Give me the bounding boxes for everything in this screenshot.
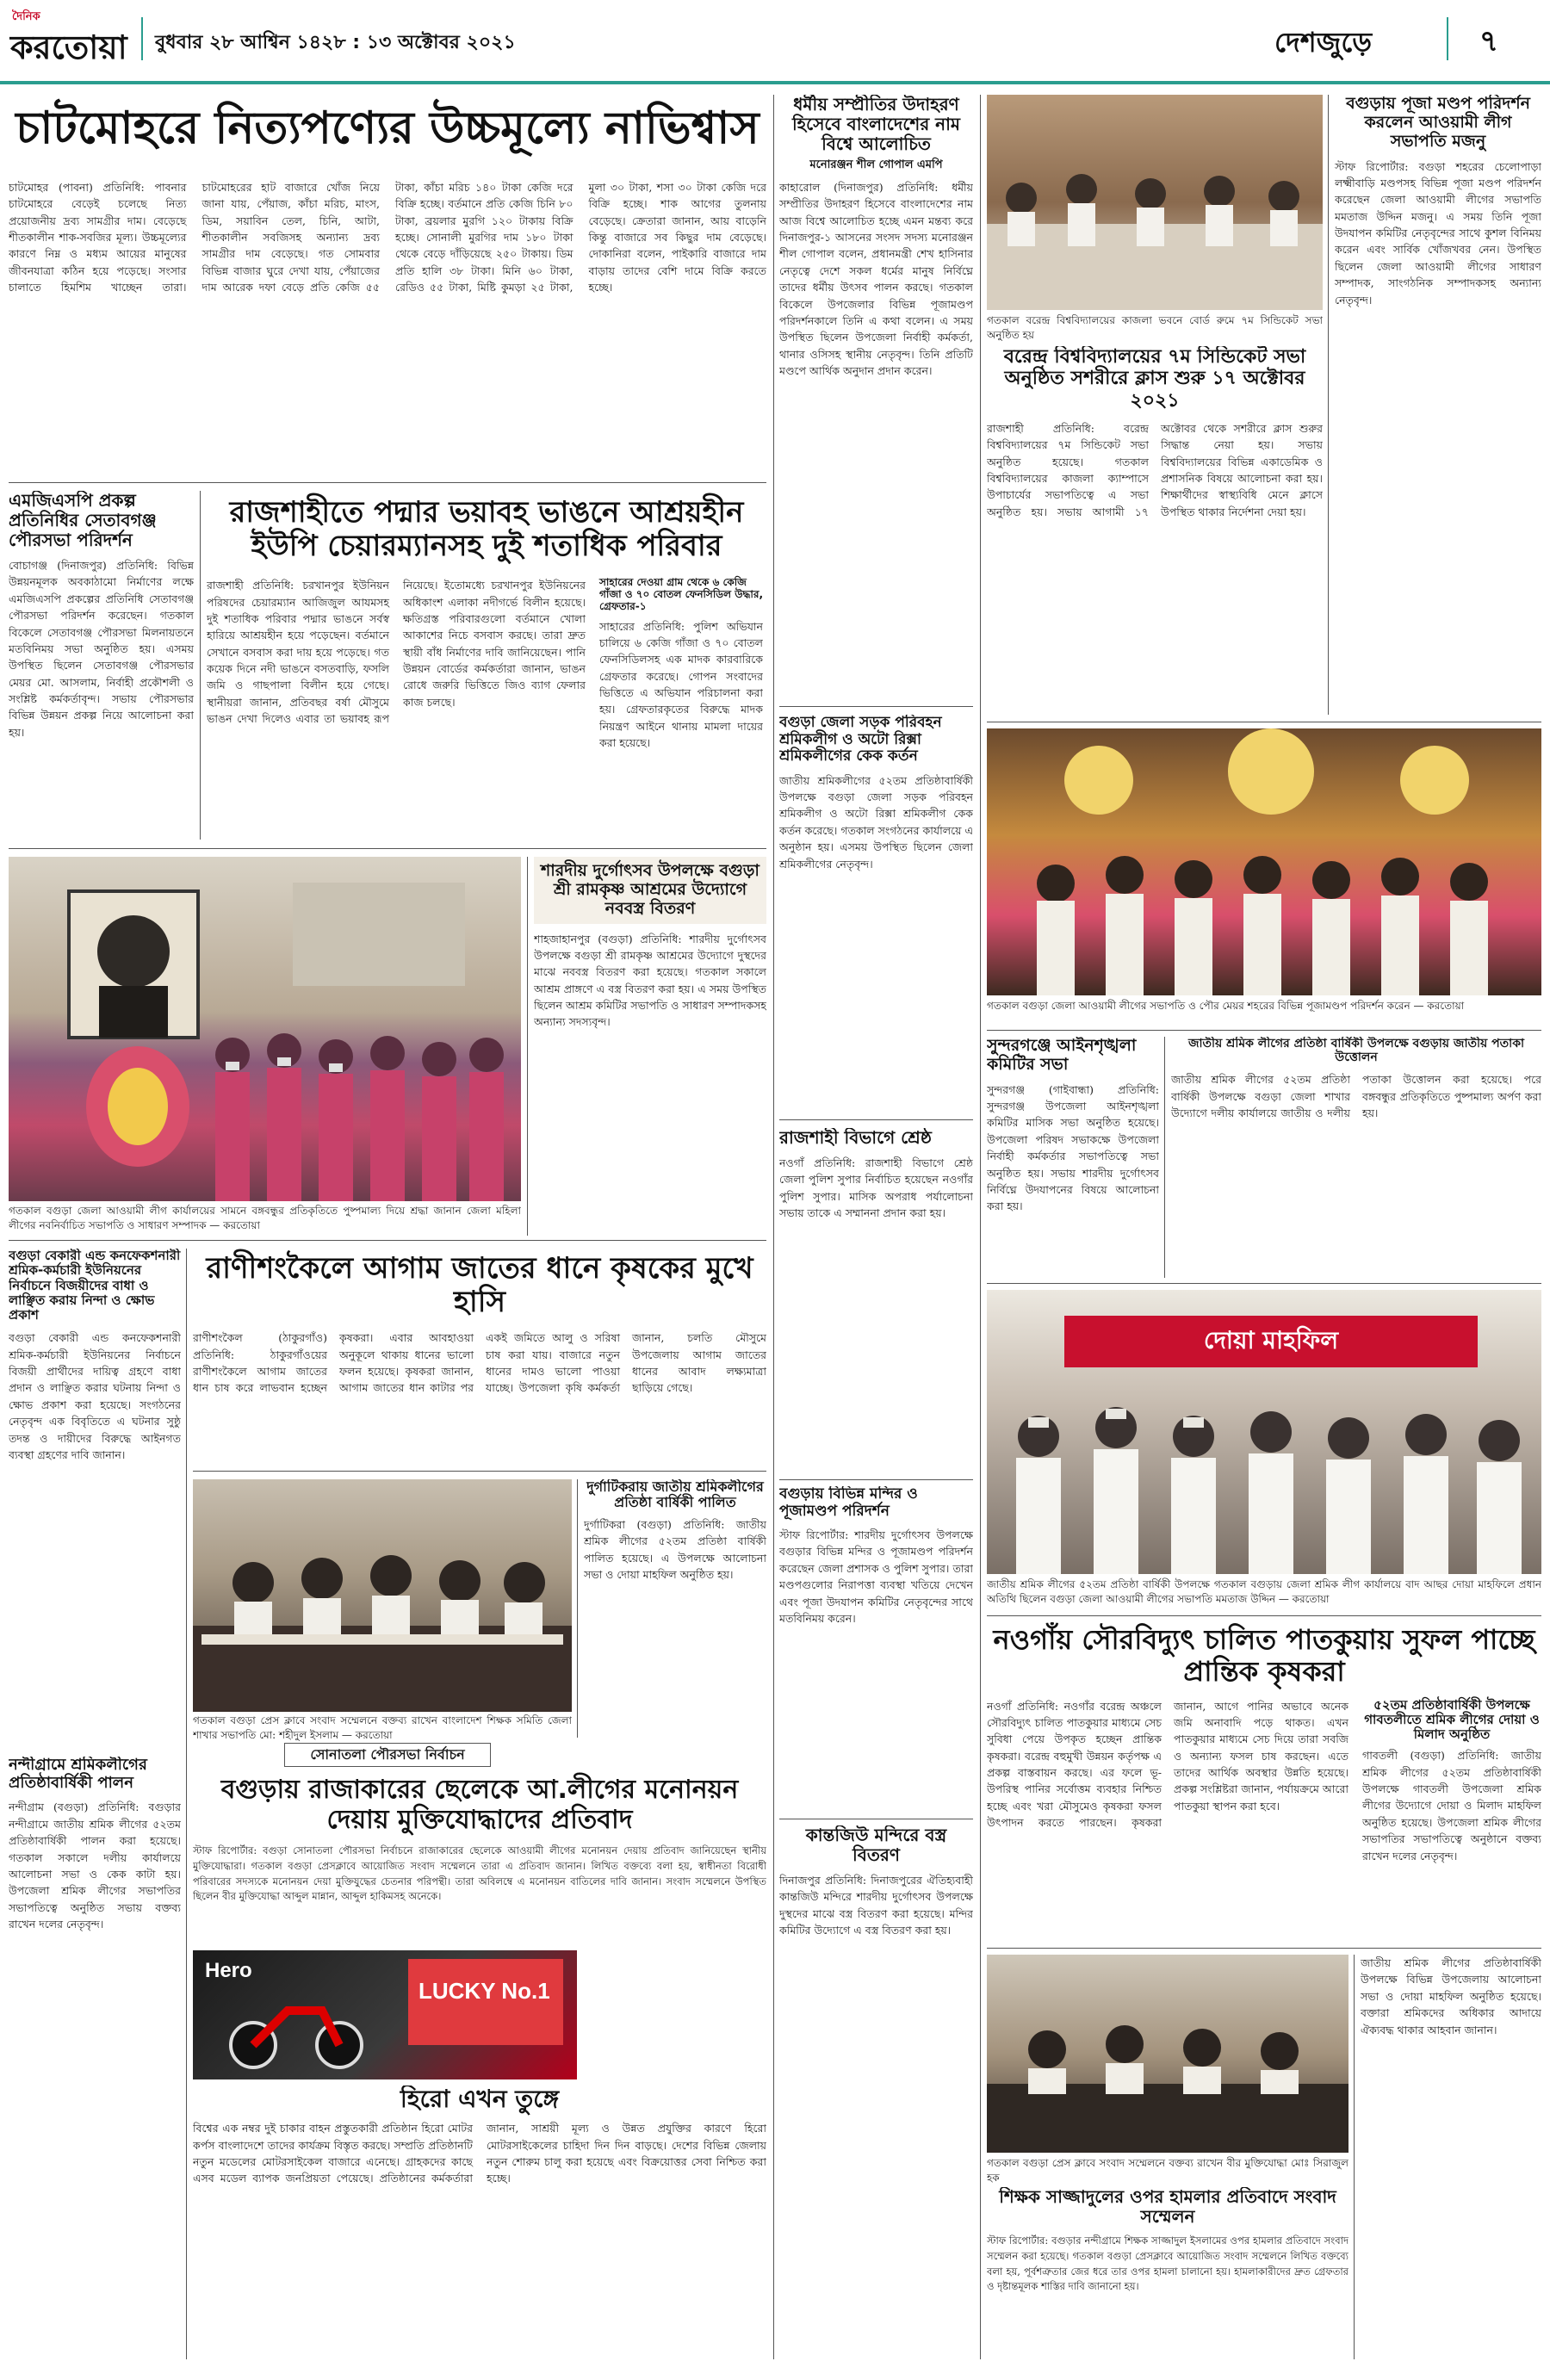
photo-illustration: [987, 728, 1541, 995]
article-body: রাজশাহী প্রতিনিধি: বরেন্দ্র বিশ্ববিদ্যালয়ের ৭ম সিন্ডিকেট সভা অনুষ্ঠিত হয়েছে। গতকাল বিশ্ববিদ্যালয়ের কাজলা ক্যাম্পাসে উপাচার্যের সভাপতিত্বে এ সভা অনুষ্ঠিত হয়। সভায় আগামী ১৭ অক্টোবর থেকে সশরীরে ক্লাস শুরুর সিদ্ধান্ত নেয়া হয়। সভায় বিশ্ববিদ্যালয়ের বিভিন্ন একাডেমিক ও প্রশাসনিক বিষয়ে আলোচনা করা হয়। শিক্ষার্থীদের স্বাস্থ্যবিধি মেনে ক্লাসে উপস্থিত থাকার নির্দেশনা দেয়া হয়।: [987, 421, 1323, 518]
article-body: জাতীয় শ্রমিকলীগের ৫২তম প্রতিষ্ঠাবার্ষিকী উপলক্ষে বগুড়া জেলা সড়ক পরিবহন শ্রমিকলীগ ও অটো রিক্সা শ্রমিকলীগ কেক কর্তন করেছে। গতকাল সংগঠনের কার্যালয়ে এ অনুষ্ঠান হয়। এসময় উপস্থিত ছিলেন জেলা শ্রমিকলীগের নেতৃবৃন্দ।: [779, 773, 973, 871]
article-body: সুন্দরগঞ্জ (গাইবান্ধা) প্রতিনিধি: সুন্দরগঞ্জ উপজেলা আইনশৃঙ্খলা কমিটির মাসিক সভা অনুষ্ঠিত হয়েছে। উপজেলা পরিষদ সভাকক্ষে উপজেলা নির্বাহী কর্মকর্তার সভাপতিত্বে সভা অনুষ্ঠিত হয়। সভায় শারদীয় দুর্গোৎসব নির্বিঘ্নে উদযাপনের বিষয়ে আলোচনা করা হয়।: [987, 1082, 1159, 1213]
article-body: রাণীশংকৈল (ঠাকুরগাঁও) প্রতিনিধি: ঠাকুরগাঁওয়ের রাণীশংকৈলে আগাম জাতের ধান চাষ করে লাভবান হচ্ছেন কৃষকরা। এবার আবহাওয়া অনুকূলে থাকায় ধানের ভালো ফলন হয়েছে। কৃষকরা জানান, আগাম জাতের ধান কাটার পর একই জমিতে আলু ও সরিষা চাষ করা যায়। বাজারে নতুন ধানের দামও ভালো পাওয়া যাচ্ছে। উপজেলা কৃষি কর্মকর্তা জানান, চলতি মৌসুমে উপজেলায় আগাম জাতের ধানের আবাদ লক্ষ্যমাত্রা ছাড়িয়ে গেছে।: [193, 1331, 766, 1395]
logo-small-text: দৈনিক: [12, 10, 40, 23]
story-durgatikra: [584, 1479, 766, 1738]
subheadline: ৫২তম প্রতিষ্ঠাবার্ষিকী উপলক্ষে গাবতলীতে শ্রমিক লীগের দোয়া ও মিলাদ অনুষ্ঠিত: [1364, 1696, 1540, 1743]
article-body: বিশ্বের এক নম্বর দুই চাকার বাহন প্রস্তুতকারী প্রতিষ্ঠান হিরো মোটর কর্পস বাংলাদেশে তাদের কার্যক্রম বিস্তৃত করছে। সম্প্রতি প্রতিষ্ঠানটি নতুন মডেলের মোটরসাইকেল বাজারে এনেছে। গ্রাহকদের কাছে এসব মডেল ব্যাপক জনপ্রিয়তা পেয়েছে। প্রতিষ্ঠানের কর্মকর্তারা জানান, সাশ্রয়ী মূল্য ও উন্নত প্রযুক্তির কারণে হিরো মোটরসাইকেলের চাহিদা দিন দিন বাড়ছে। দেশের বিভিন্ন জেলায় নতুন শোরুম চালু করা হয়েছে এবং বিক্রয়োত্তর সেবা নিশ্চিত করা হচ্ছে।: [193, 2122, 766, 2185]
article-body: রাজশাহী প্রতিনিধি: চরখানপুর ইউনিয়ন পরিষদের চেয়ারম্যান আজিজুল আযমসহ দুই শতাধিক পরিবার পদ্মার ভাঙনে সর্বস্ব হারিয়ে আশ্রয়হীন হয়ে পড়েছেন। বর্তমানে সেখানে বসবাস করা দায় হয়ে পড়েছে। গত কয়েক দিনে নদী ভাঙনে বসতবাড়ি, ফসলি জমি ও গাছপালা বিলীন হয়ে গেছে। স্থানীয়রা জানান, প্রতিবছর বর্ষা মৌসুমে ভাঙন দেখা দিলেও এবার তা ভয়াবহ রূপ নিয়েছে। ইতোমধ্যে চরখানপুর ইউনিয়নের অধিকাংশ এলাকা নদীগর্ভে বিলীন হয়েছে। ক্ষতিগ্রস্ত পরিবারগুলো বর্তমানে খোলা আকাশের নিচে বসবাস করছে। তারা দ্রুত স্থায়ী বাঁধ নির্মাণের দাবি জানিয়েছেন। পানি উন্নয়ন বোর্ডের কর্মকর্তারা জানান, ভাঙন রোধে জরুরি ভিত্তিতে জিও ব্যাগ ফেলার কাজ চলছে।: [207, 579, 586, 726]
story-barendra-university: [987, 346, 1323, 716]
masthead: [0, 0, 1550, 86]
article-body: বগুড়া বেকারী এন্ড কনফেকশনারী শ্রমিক-কর্মচারী ইউনিয়নের নির্বাচনে বিজয়ী প্রার্থীদের দায়িত্ব গ্রহণে বাধা প্রদান ও লাঞ্ছিত করার ঘটনায় নিন্দা ও ক্ষোভ প্রকাশ করা হয়েছে। সংগঠনের নেতৃবৃন্দ এক বিবৃতিতে এ ঘটনার সুষ্ঠু তদন্ত ও দায়ীদের বিরুদ্ধে আইনগত ব্যবস্থা গ্রহণের দাবি জানান।: [9, 1331, 181, 1461]
article-body: নওগাঁ প্রতিনিধি: নওগাঁর বরেন্দ্র অঞ্চলে সৌরবিদ্যুৎ চালিত পাতকুয়ার মাধ্যমে সেচ সুবিধা পেয়ে উপকৃত হচ্ছেন প্রান্তিক কৃষকরা। বরেন্দ্র বহুমুখী উন্নয়ন কর্তৃপক্ষ এ প্রকল্প বাস্তবায়ন করছে। এর ফলে ভূ-উপরিস্থ পানির সর্বোত্তম ব্যবহার নিশ্চিত হচ্ছে এবং খরা মৌসুমেও কৃষকরা ফসল উৎপাদন করতে পারছেন। কৃষকরা জানান, আগে পানির অভাবে অনেক জমি অনাবাদি পড়ে থাকত। এখন পাতকুয়ার মাধ্যমে সেচ দিয়ে তারা সবজি ও অন্যান্য ফসল চাষ করছেন। এতে তাদের আর্থিক অবস্থার উন্নতি হয়েছে। প্রকল্প সংশ্লিষ্টরা জানান, পর্যায়ক্রমে আরো পাতকুয়া স্থাপন করা হবে।: [987, 1699, 1348, 1830]
article-body: দুর্গাটিকরা (বগুড়া) প্রতিনিধি: জাতীয় শ্রমিক লীগের ৫২তম প্রতিষ্ঠা বার্ষিকী পালিত হয়েছে। এ উপলক্ষে আলোচনা সভা ও দোয়া মাহফিল অনুষ্ঠিত হয়।: [584, 1517, 766, 1581]
divider: [200, 491, 201, 840]
divider: [186, 1249, 187, 2359]
article-body: শাহজাহানপুর (বগুড়া) প্রতিনিধি: শারদীয় দুর্গোৎসব উপলক্ষে বগুড়া শ্রী রামকৃষ্ণ আশ্রমের উদ্যোগে দুস্থদের মাঝে নববস্ত্র বিতরণ করা হয়েছে। গতকাল সকালে আশ্রম প্রাঙ্গণে এ বস্ত্র বিতরণ করা হয়। এ সময় উপস্থিত ছিলেন আশ্রম কমিটির সভাপতি ও সাধারণ সম্পাদকসহ অন্যান্য সদস্যবৃন্দ।: [534, 932, 766, 1029]
article-body: জাতীয় শ্রমিক লীগের প্রতিষ্ঠাবার্ষিকী উপলক্ষে বিভিন্ন উপজেলায় আলোচনা সভা ও দোয়া মাহফিল অনুষ্ঠিত হয়েছে। বক্তারা শ্রমিকদের অধিকার আদায়ে ঐক্যবদ্ধ থাকার আহবান জানান।: [1361, 1956, 1541, 2036]
story-rajshahi-best: [779, 1128, 973, 1472]
story-kantajew: [779, 1825, 973, 2359]
subheadline: মনোরঞ্জন শীল গোপাল এমপি: [809, 158, 943, 171]
news-photo-syndicate-meeting: [987, 95, 1323, 310]
divider: [193, 1471, 766, 1472]
masthead-divider-right: [1447, 17, 1448, 60]
article-body: চাটমোহর (পাবনা) প্রতিনিধি: পাবনার চাটমোহরে বেড়েই চলেছে নিত্য প্রয়োজনীয় দ্রব্য সামগ্রীর দাম। বেড়েছে শীতকালীন শাক-সবজির মূল্য। উচ্চমূল্যের কারণে নিম্ন ও মধ্যম আয়ের মানুষের জীবনযাত্রা কঠিন হয়ে পড়েছে। সংসার চালাতে হিমশিম খাচ্ছেন তারা। চাটমোহরের হাট বাজারে খোঁজ নিয়ে জানা যায়, পেঁয়াজ, কাঁচা মরিচ, মাংস, ডিম, সয়াবিন তেল, চিনি, আটা, শীতকালীন সবজিসহ অন্যান্য দ্রব্য সামগ্রীর দাম বেড়েছে। গত সোমবার বিভিন্ন বাজার ঘুরে দেখা যায়, পেঁয়াজের দাম আরেক দফা বেড়ে প্রতি কেজি ৫৫ টাকা, কাঁচা মরিচ ১৪০ টাকা কেজি দরে বিক্রি হচ্ছে। বর্তমানে প্রতি কেজি চিনি ৮০ টাকা, ব্রয়লার মুরগি ১২০ টাকায় বিক্রি হচ্ছে। সোনালী মুরগির দাম ১৮০ টাকা থেকে বেড়ে দাঁড়িয়েছে ২৫০ টাকায়। ডিম প্রতি হালি ৩৮ টাকা। মিনি ৬০ টাকা, রেডিও ৫৫ টাকা, মিষ্টি কুমড়া ২৫ টাকা, মুলা ৩০ টাকা, শসা ৩০ টাকা কেজি দরে বিক্রি হচ্ছে। শাক আগের তুলনায় বেড়েছে। ক্রেতারা জানান, আয় বাড়েনি কিন্তু বাজারে সব কিছুর দাম বেড়েছে। দোকানিরা বলেন, পাইকারি বাজারে দাম বাড়ায় তাদের বেশি দামে বিক্রি করতে হচ্ছে।: [9, 180, 766, 294]
article-body: স্টাফ রিপোর্টার: শারদীয় দুর্গোৎসব উপলক্ষে বগুড়ার বিভিন্ন মন্দির ও পূজামণ্ডপ পরিদর্শন করেছেন জেলা প্রশাসক ও পুলিশ সুপার। তারা মণ্ডপগুলোর নিরাপত্তা ব্যবস্থা খতিয়ে দেখেন এবং পূজা উদযাপন কমিটির নেতৃবৃন্দের সাথে মতবিনিময় করেন।: [779, 1528, 973, 1625]
page-number: ৭: [1479, 24, 1499, 59]
divider: [773, 95, 774, 2359]
event-banner: [1064, 1316, 1478, 1367]
story-puja-visit-majnu: [1335, 95, 1541, 715]
article-body: কাহারোল (দিনাজপুর) প্রতিনিধি: ধর্মীয় সম্প্রীতির উদাহরণ হিসেবে বাংলাদেশের নাম আজ বিশ্বে আলোচিত হচ্ছে এমন মন্তব্য করে দিনাজপুর-১ আসনের সংসদ সদস্য মনোরঞ্জন শীল গোপাল বলেন, প্রধানমন্ত্রী শেখ হাসিনার নেতৃত্বে দেশে সকল ধর্মের মানুষ নির্বিঘ্নে তাদের ধর্মীয় উৎসব পালন করছে। গতকাল বিকেলে উপজেলার বিভিন্ন পূজামণ্ডপ পরিদর্শনকালে তিনি এ কথা বলেন। এ সময় উপস্থিত ছিলেন উপজেলা নির্বাহী কর্মকর্তা, থানার ওসিসহ স্থানীয় নেতৃবৃন্দ। তিনি প্রতিটি মণ্ডপে আর্থিক অনুদান প্রদান করেন।: [779, 180, 973, 378]
headline: শিক্ষক সাজ্জাদুলের ওপর হামলার প্রতিবাদে সংবাদ সম্মেলন: [999, 2187, 1336, 2227]
story-transport-league: [779, 715, 973, 1111]
headline: নন্দীগ্রামে শ্রমিকলীগের প্রতিষ্ঠাবার্ষিকী পালন: [9, 1757, 147, 1792]
divider: [779, 1119, 973, 1120]
article-body: বোচাগঞ্জ (দিনাজপুর) প্রতিনিধি: বিভিন্ন উন্নয়নমূলক অবকাঠামো নির্মাণের লক্ষে এমজিএসপি প্রকল্পের প্রতিনিধি সেতাবগঞ্জ পৌরসভা পরিদর্শন করেছেন। গতকাল বিকেলে সেতাবগঞ্জ পৌরসভা মিলনায়তনে মতবিনিময় সভা অনুষ্ঠিত হয়। এসময় উপস্থিত ছিলেন সেতাবগঞ্জ পৌরসভার মেয়র মো. আসলাম, নির্বাহী প্রকৌশলী ও সংশ্লিষ্ট কর্মকর্তাবৃন্দ। সভায় পৌরসভার বিভিন্ন উন্নয়ন প্রকল্প নিয়ে আলোচনা করা হয়।: [9, 559, 194, 739]
news-photo-press-conference: [193, 1479, 572, 1712]
article-body: স্টাফ রিপোর্টার: বগুড়া সোনাতলা পৌরসভা নির্বাচনে রাজাকারের ছেলেকে আওয়ামী লীগের মনোনয়ন দেয়ায় প্রতিবাদ জানিয়েছেন স্থানীয় মুক্তিযোদ্ধারা। গতকাল বগুড়া প্রেসক্লাবে আয়োজিত সংবাদ সম্মেলনে তারা এ প্রতিবাদ জানান। লিখিত বক্তব্যে বলা হয়, স্বাধীনতা বিরোধী পরিবারের সদস্যকে মনোনয়ন দেয়া মুক্তিযুদ্ধের চেতনার পরিপন্থী। তারা অবিলম্বে এ মনোনয়ন বাতিলের দাবি জানান। সংবাদ সম্মেলনে উপস্থিত ছিলেন বীর মুক্তিযোদ্ধা আব্দুল মান্নান, আব্দুল হাকিমসহ অনেকে।: [193, 1844, 766, 1903]
story-naogaon-solar: [987, 1622, 1541, 1941]
news-photo-hero-motorcycle: [193, 1950, 577, 2079]
headline: নওগাঁয় সৌরবিদ্যুৎ চালিত পাতকুয়ায় সুফল পাচ্ছে প্রান্তিক কৃষকরা: [993, 1623, 1535, 1688]
story-flag-hoisting: [1171, 1037, 1541, 1278]
story-sonatala-tag: [284, 1743, 491, 1767]
divider: [9, 482, 766, 483]
article-body: স্টাফ রিপোর্টার: বগুড়া শহরের চেলোপাড়া লক্ষ্মীবাড়ি মণ্ডপসহ বিভিন্ন পূজা মণ্ডপ পরিদর্শন করেছেন জেলা আওয়ামী লীগের সভাপতি মমতাজ উদ্দিন মজনু। এ সময় তিনি পূজা উদযাপন কমিটির নেতৃবৃন্দের সাথে কুশল বিনিময় করেন এবং সার্বিক খোঁজখবর নেন। উপস্থিত ছিলেন জেলা আওয়ামী লীগের সাধারণ সম্পাদক, সাংগঠনিক সম্পাদকসহ অন্যান্য নেতৃবৃন্দ।: [1335, 159, 1541, 307]
section-name: দেশজুড়ে: [1274, 26, 1373, 59]
news-photo-doa-mahfil: [987, 1290, 1541, 1574]
headline: রাজশাহী বিভাগে শ্রেষ্ঠ: [779, 1128, 932, 1148]
story-sonatala-nomination: [193, 1772, 766, 1944]
photo-caption: জাতীয় শ্রমিক লীগের ৫২তম প্রতিষ্ঠা বার্ষিকী উপলক্ষে গতকাল বগুড়ায় জেলা শ্রমিক লীগ কার্যালয়ে বাদ আছর দোয়া মাহফিলে প্রধান অতিথি ছিলেন বগুড়া জেলা আওয়ামী লীগের সভাপতি মমতাজ উদ্দিন — করতোয়া: [987, 1578, 1541, 1605]
headline: ধর্মীয় সম্প্রীতির উদাহরণ হিসেবে বাংলাদেশের নাম বিশ্বে আলোচিত: [791, 95, 961, 154]
news-photo-women-league: [9, 857, 521, 1201]
story-chatmohar: [9, 95, 766, 474]
ad-tag-label: LUCKY No.1: [418, 1978, 550, 2004]
divider: [9, 848, 766, 849]
article-body: নন্দীগ্রাম (বগুড়া) প্রতিনিধি: বগুড়ার নন্দীগ্রামে জাতীয় শ্রমিক লীগের ৫২তম প্রতিষ্ঠাবার্ষিকী পালন করা হয়েছে। গতকাল সকালে দলীয় কার্যালয়ে আলোচনা সভা ও কেক কাটা হয়। উপজেলা শ্রমিক লীগের সভাপতির সভাপতিত্বে অনুষ্ঠিত সভায় বক্তব্য রাখেন দলের নেতৃবৃন্দ।: [9, 1800, 181, 1931]
story-mgsp: [9, 491, 194, 840]
article-body: গাবতলী (বগুড়া) প্রতিনিধি: জাতীয় শ্রমিক লীগের ৫২তম প্রতিষ্ঠাবার্ষিকী উপলক্ষে গাবতলী উপজেলা শ্রমিক লীগের উদ্যোগে দোয়া ও মিলাদ মাহফিল অনুষ্ঠিত হয়েছে। উপজেলা শ্রমিক লীগের সভাপতির সভাপতিত্বে অনুষ্ঠানে বক্তব্য রাখেন দলের নেতৃবৃন্দ।: [1362, 1749, 1541, 1862]
story-religious-harmony: [779, 95, 973, 689]
photo-caption: গতকাল বগুড়া প্রেস ক্লাবে সংবাদ সম্মেলনে বক্তব্য রাখেন বীর মুক্তিযোদ্ধা মোঃ সিরাজুল হক: [987, 2157, 1348, 2184]
divider: [987, 1948, 1541, 1949]
photo-caption: গতকাল বরেন্দ্র বিশ্ববিদ্যালয়ের কাজলা ভবনে বোর্ড রুমে ৭ম সিন্ডিকেট সভা অনুষ্ঠিত হয়: [987, 314, 1323, 341]
divider: [779, 1479, 973, 1480]
story-ranishankail: [193, 1249, 766, 1464]
divider: [987, 1615, 1541, 1616]
headline: কান্তজিউ মন্দিরে বস্ত্র বিতরণ: [805, 1825, 947, 1865]
headline: চাটমোহরে নিত্যপণ্যের উচ্চমূল্যে নাভিশ্বাস: [16, 102, 760, 154]
story-ramakrishna: [534, 857, 766, 1236]
article-body: নওগাঁ প্রতিনিধি: রাজশাহী বিভাগে শ্রেষ্ঠ জেলা পুলিশ সুপার নির্বাচিত হয়েছেন নওগাঁর পুলিশ সুপার। মাসিক অপরাধ পর্যালোচনা সভায় তাকে এ সম্মাননা প্রদান করা হয়।: [779, 1156, 973, 1220]
headline: দুর্গাটিকরায় জাতীয় শ্রমিকলীগের প্রতিষ্ঠা বার্ষিকী পালিত: [586, 1479, 764, 1511]
headline: হিরো এখন তুঙ্গে: [400, 2086, 560, 2113]
article-body: সাহারের প্রতিনিধি: পুলিশ অভিযান চালিয়ে ৬ কেজি গাঁজা ও ৭০ বোতল ফেনসিডিলসহ এক মাদক কারবারিকে গ্রেফতার করেছে। গোপন সংবাদের ভিত্তিতে এ অভিযান পরিচালনা করা হয়। গ্রেফতারকৃতের বিরুদ্ধে মাদক নিয়ন্ত্রণ আইনে থানায় মামলা দায়ের করা হয়েছে।: [599, 619, 763, 750]
story-labour-league-other: [1361, 1955, 1541, 2359]
photo-illustration: [9, 857, 521, 1201]
banner-text: দোয়া মাহফিল: [1203, 1325, 1339, 1354]
story-temple-visit: [779, 1486, 973, 1813]
divider: [1328, 95, 1329, 715]
divider: [9, 1240, 766, 1241]
photo-illustration: [987, 1955, 1348, 2153]
news-photo-puja-mandap: [987, 728, 1541, 995]
divider: [577, 1479, 578, 1738]
story-sundarganj: [987, 1037, 1159, 1278]
story-rajshahi-erosion: [207, 491, 766, 840]
headline: রাজশাহীতে পদ্মার ভয়াবহ ভাঙনে আশ্রয়হীন ইউপি চেয়ারম্যানসহ দুই শতাধিক পরিবার: [229, 495, 744, 564]
divider: [987, 1030, 1541, 1031]
headline: শারদীয় দুর্গোৎসব উপলক্ষে বগুড়া শ্রী রামকৃষ্ণ আশ্রমের উদ্যোগে নববস্ত্র বিতরণ: [541, 861, 760, 918]
divider: [980, 95, 981, 2359]
photo-illustration: [987, 95, 1323, 310]
headline: বগুড়া বেকারী এন্ড কনফেকশনারী শ্রমিক-কর্মচারী ইউনিয়নের নির্বাচনে বিজয়ীদের বাধা ও লাঞ্ছিত করায় নিন্দা ও ক্ষোভ প্রকাশ: [9, 1249, 181, 1323]
subheadline: সাহারের দেওয়া গ্রাম থেকে ৬ কেজি গাঁজা ও ৭০ বোতল ফেনসিডিল উদ্ধার, গ্রেফতার-১: [599, 576, 764, 612]
headline: বগুড়া জেলা সড়ক পরিবহন শ্রমিকলীগ ও অটো রিক্সা শ্রমিকলীগের কেক কর্তন: [779, 715, 942, 765]
headline: বরেন্দ্র বিশ্ববিদ্যালয়ের ৭ম সিন্ডিকেট সভা অনুষ্ঠিত সশরীরে ক্লাস শুরু ১৭ অক্টোবর ২০২১: [1003, 346, 1306, 412]
logo-main-text: করতোয়া: [10, 28, 127, 66]
photo-caption: গতকাল বগুড়া জেলা আওয়ামী লীগের সভাপতি ও পৌর মেয়র শহরের বিভিন্ন পূজামণ্ডপ পরিদর্শন করেন — করতোয়া: [987, 1000, 1465, 1012]
article-body: স্টাফ রিপোর্টার: বগুড়ার নন্দীগ্রামে শিক্ষক সাজ্জাদুল ইসলামের ওপর হামলার প্রতিবাদে সংবাদ সম্মেলন করা হয়েছে। গতকাল বগুড়া প্রেসক্লাবে আয়োজিত সংবাদ সম্মেলনে লিখিত বক্তব্যে বলা হয়, পূর্বশত্রুতার জের ধরে তার ওপর হামলা চালানো হয়। হামলাকারীদের দ্রুত গ্রেফতার ও দৃষ্টান্তমূলক শাস্তির দাবি জানানো হয়।: [987, 2234, 1348, 2293]
article-body: দিনাজপুর প্রতিনিধি: দিনাজপুরের ঐতিহ্যবাহী কান্তজিউ মন্দিরে শারদীয় দুর্গোৎসব উপলক্ষে দুস্থদের মাঝে বস্ত্র বিতরণ করা হয়েছে। মন্দির কমিটির উদ্যোগে এ বস্ত্র বিতরণ করা হয়।: [779, 1874, 973, 1937]
logo: [7, 5, 136, 71]
headline: সুন্দরগঞ্জে আইনশৃঙ্খলা কমিটির সভা: [987, 1037, 1137, 1074]
news-photo-press-club: [987, 1955, 1348, 2153]
headline: এমজিএসপি প্রকল্প প্রতিনিধির সেতাবগঞ্জ পৌরসভা পরিদর্শন: [9, 491, 157, 550]
divider: [1164, 1037, 1165, 1278]
photo-caption: গতকাল বগুড়া প্রেস ক্লাবে সংবাদ সম্মেলনে বক্তব্য রাখেন বাংলাদেশ শিক্ষক সমিতি জেলা শাখার সভাপতি মো: শহীদুল ইসলাম — করতোয়া: [193, 1714, 572, 1741]
headline: বগুড়ায় বিভিন্ন মন্দির ও পূজামণ্ডপ পরিদর্শন: [779, 1486, 918, 1520]
divider: [779, 706, 973, 707]
ad-brand-label: Hero: [205, 1959, 252, 1982]
photo-caption: গতকাল বগুড়া জেলা আওয়ামী লীগ কার্যালয়ের সামনে বঙ্গবন্ধুর প্রতিকৃতিতে পুষ্পমাল্য দিয়ে শ্রদ্ধা জানান জেলা মহিলা লীগের নবনির্বাচিত সভাপতি ও সাধারণ সম্পাদক — করতোয়া: [9, 1205, 521, 1231]
story-teacher-attack: [987, 2187, 1348, 2359]
divider: [1354, 1955, 1355, 2359]
masthead-date: বুধবার ২৮ আশ্বিন ১৪২৮ : ১৩ অক্টোবর ২০২১: [155, 32, 516, 53]
headline: রাণীশংকৈলে আগাম জাতের ধানে কৃষকের মুখে হাসি: [206, 1251, 753, 1320]
headline: জাতীয় শ্রমিক লীগের প্রতিষ্ঠা বার্ষিকী উপলক্ষে বগুড়ায় জাতীয় পতাকা উত্তোলন: [1187, 1037, 1525, 1065]
story-nandigram: [9, 1757, 181, 2359]
masthead-rule: [0, 81, 1550, 84]
headline: বগুড়ায় পূজা মণ্ডপ পরিদর্শন করলেন আওয়ামী লীগ সভাপতি মজনু: [1346, 95, 1530, 151]
divider: [987, 1283, 1541, 1284]
headline: বগুড়ায় রাজাকারের ছেলেকে আ.লীগের মনোনয়ন দেয়ায় মুক্তিযোদ্ধাদের প্রতিবাদ: [220, 1775, 739, 1835]
divider: [527, 857, 528, 1236]
story-bakery-union: [9, 1249, 181, 1748]
photo-illustration: [193, 1479, 572, 1712]
article-body: জাতীয় শ্রমিক লীগের ৫২তম প্রতিষ্ঠা বার্ষিকী উপলক্ষে বগুড়া জেলা শাখার উদ্যোগে দলীয় কার্যালয়ে জাতীয় ও দলীয় পতাকা উত্তোলন করা হয়েছে। পরে বঙ্গবন্ধুর প্রতিকৃতিতে পুষ্পমাল্য অর্পণ করা হয়।: [1171, 1073, 1541, 1119]
masthead-divider: [141, 17, 143, 60]
story-hero: [193, 2086, 766, 2361]
tag-text: সোনাতলা পৌরসভা নির্বাচন: [310, 1745, 465, 1763]
